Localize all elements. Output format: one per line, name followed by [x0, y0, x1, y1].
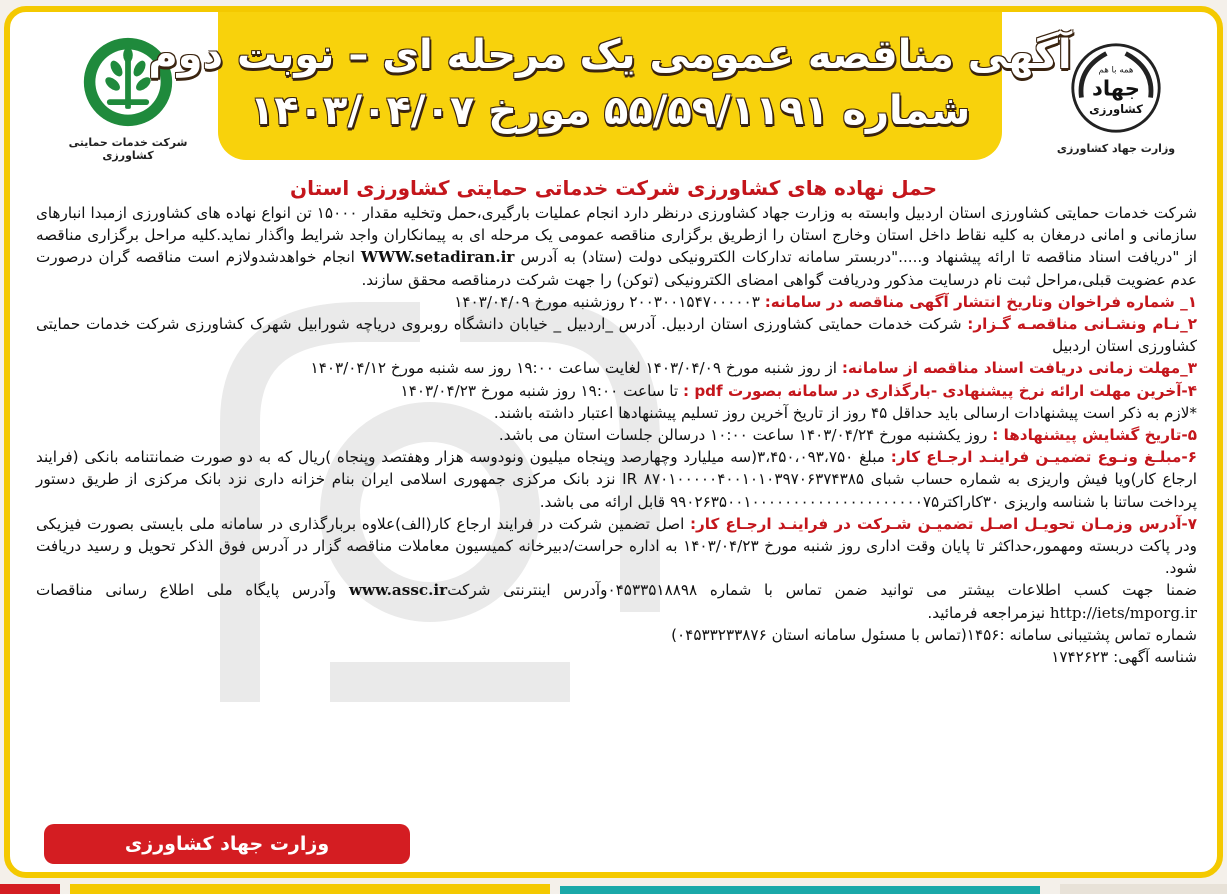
item-5-text: روز یکشنبه مورخ ۱۴۰۳/۰۴/۲۴ ساعت ۱۰:۰۰ درسالن جلسات استان می باشد. [498, 426, 993, 445]
item-5 [36, 424, 1197, 446]
notice-body [10, 202, 1217, 668]
contact-paragraph [36, 579, 1197, 623]
item-7-text: اصل تضمین شرکت در فرایند ارجاع کار(الف)علاوه بربارگذاری در سامانه ملی بایستی بصورت فیزیکی ودر پاکت دربسته ومهمور،حداکثر تا پایان وقت اداری روز شنبه مورخ ۱۴۰۳/۰۴/۲۳ به اداره حراست/دبیرخانه کمیسیون معاملات مناقصه گزار در آدرس فوق الذکر تحویل و رسید دریافت شود. [36, 514, 1198, 578]
item-3 [36, 357, 1197, 379]
header [10, 12, 1217, 170]
item-1 [36, 291, 1197, 313]
intro-part1: شرکت خدمات حمایتی کشاورزی استان اردبیل وابسته به وزارت جهاد کشاورزی درنظر دارد انجام عملیات بارگیری،حمل وتخلیه مقدار ۱۵۰۰۰ تن انواع نهاده های کشاورزی ازمبدا انبارهای سازمانی و امانی درمغان به کلیه نقاط داخل استان وخارج استان را ازطریق برگزاری مناقصه عمومی یک مرحله ای به پیمانکاران واجد شرایط واگذار نماید.کلیه مراحل برگزاری مناقصه از "دریافت اسناد مناقصه تا ارائه پیشنهاد و....."دربستر سامانه تدارکات الکترونیکی دولت (ستاد) به آدرس [36, 204, 1198, 267]
item-1-label: ۱_ شماره فراخوان وتاریخ انتشار آگهی مناقصه در سامانه: [764, 292, 1197, 311]
next-ad-edge [0, 884, 1227, 894]
logo-text-top: همه با هم [1098, 65, 1134, 76]
item-6-label: ۶-مبلـغ ونـوع تضمیـن فراینـد ارجـاع کار: [890, 448, 1197, 467]
logo-text-main: جهاد [1092, 75, 1140, 101]
notice-number: شماره ۵۵/۵۹/۱۱۹۱ مورخ ۱۴۰۳/۰۴/۰۷ [249, 88, 971, 134]
item-2-label: ۲_نـام ونشـانی مناقصـه گـزار: [967, 315, 1197, 334]
item-3-label: ۳_مهلت زمانی دریافت اسناد مناقصه از سامانه: [841, 359, 1197, 378]
title-banner [148, 6, 1072, 160]
contact-part1: ضمنا جهت کسب اطلاعات بیشتر می توانید ضمن تماس با شماره ۰۴۵۳۳۵۱۸۸۹۸وآدرس اینترنتی شرکت [447, 581, 1197, 600]
support-line: شماره تماس پشتیبانی سامانه :۱۴۵۶(تماس با مسئول سامانه استان ۰۴۵۳۳۲۳۳۸۷۶) [671, 625, 1197, 644]
item-7 [36, 513, 1197, 580]
item-6-text: مبلغ ۳،۴۵۰،۰۹۳،۷۵۰(سه میلیارد وچهارصد وپنجاه میلیون ونودوسه هزار وهفتصد وپنجاه )ریال که به دو صورت ضمانتنامه بانکی (فرایند ارجاع کار)ویا فیش واریزی به شماره حساب شبای IR ۸۷۰۱۰۰۰۰۰۴۰۰۱۰۱۰۳۹۷۰۶۳۷۴۳۸۵ نزد بانک مرکزی جمهوری اسلامی ایران بنام خزانه داری نزد بانک مرکزی از طریق دستور پرداخت ساتنا با شناسه واریزی ۳۰کاراکتر۹۹۰۲۶۳۵۰۰۱۰۰۰۰۰۰۰۰۰۰۰۰۰۰۰۰۰۰۰۰۰۷۵ قابل ارائه می باشد. [36, 448, 1197, 511]
item-3-text: از روز شنبه مورخ ۱۴۰۳/۰۴/۰۹ لغایت ساعت ۱۹:۰۰ روز سه شنبه مورخ ۱۴۰۳/۰۴/۱۲ [310, 359, 842, 378]
ministry-caption: وزارت جهاد کشاورزی [1056, 142, 1176, 155]
contact-part2: وآدرس پایگاه ملی اطلاع رسانی مناقصات [36, 581, 349, 600]
item-2-text: شرکت خدمات حمایتی کشاورزی استان اردبیل. آدرس _اردبیل _ خیابان دانشگاه روبروی دریاچه شورابیل شهرک کشاورزی شرکت خدمات حمایتی کشاورزی استان اردبیل [36, 315, 1197, 356]
setadiran-link[interactable]: WWW.setadiran.ir [360, 248, 515, 267]
support-company-caption: شرکت خدمات حمایتی کشاورزی [68, 136, 188, 162]
item-4-label: ۴-آخرین مهلت ارائه نرخ پیشنهادی -بارگذاری در سامانه بصورت pdf : [682, 381, 1197, 400]
assc-link[interactable]: www.assc.ir [348, 581, 448, 600]
notice-title: آگهی مناقصه عمومی یک مرحله ای – نوبت دوم [148, 32, 1072, 78]
ministry-logo [1041, 40, 1191, 155]
item-5-label: ۵-تاریخ گشایش پیشنهادها : [992, 426, 1197, 445]
item-7-label: ۷-آدرس وزمـان تحویـل اصـل تضمیـن شـرکت در فراینـد ارجـاع کار: [689, 514, 1197, 533]
logo-text-sub: کشاورزی [1089, 101, 1143, 116]
item-6 [36, 446, 1197, 513]
validity-note: *لازم به ذکر است پیشنهادات ارسالی باید حداقل ۴۵ روز از تاریخ آخرین روز تسلیم پیشنهادها اعتبار داشته باشند. [493, 403, 1197, 422]
contact-part3: نیزمراجعه فرمائید. [927, 603, 1050, 622]
notice-subtitle: حمل نهاده های کشاورزی شرکت خدماتی حمایتی کشاورزی استان [290, 176, 937, 200]
jahad-emblem-icon [1068, 40, 1164, 136]
item-4-text: تا ساعت ۱۹:۰۰ روز شنبه مورخ ۱۴۰۳/۰۴/۲۳ [400, 381, 683, 400]
notice-frame [4, 6, 1223, 878]
intro-paragraph [36, 202, 1197, 291]
iets-link[interactable]: http://iets/mporg.ir [1049, 603, 1197, 622]
ad-id: شناسه آگهی: ۱۷۴۲۶۲۳ [1051, 648, 1197, 667]
item-2 [36, 313, 1197, 357]
item-1-text: ۲۰۰۳۰۰۱۵۴۷۰۰۰۰۰۳ روزشنبه مورخ ۱۴۰۳/۰۴/۰۹ [454, 292, 765, 311]
item-4 [36, 380, 1197, 402]
intro-part2: انجام خواهدشدولازم است مناقصه گران درصورت عدم عضویت قبلی،مراحل ثبت نام درسایت مذکور ودریافت گواهی امضای الکترونیکی (توکن) را جهت شرکت درمناقصه محقق سازند. [36, 248, 1197, 289]
ministry-footer-bar: وزارت جهاد کشاورزی [44, 824, 410, 864]
